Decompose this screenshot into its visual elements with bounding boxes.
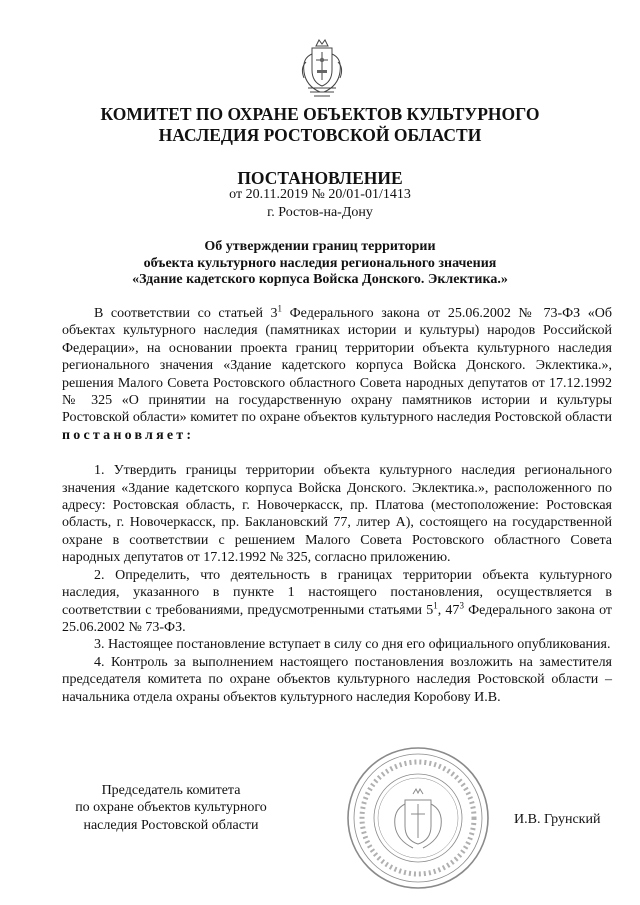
item-3: 3. Настоящее постановление вступает в силу со дня его официального опубликования. [94, 637, 611, 653]
official-seal-icon [333, 740, 503, 895]
subject-line2: объекта культурного наследия регионального значения [143, 255, 497, 271]
signatory-name: И.В. Грунский [514, 812, 601, 827]
document-body [62, 305, 612, 706]
subject-line3: «Здание кадетского корпуса Войска Донского. Эклектика.» [132, 272, 508, 287]
subject-line1: Об утверждении границ территории [204, 239, 436, 254]
resolves-word: постановляет: [62, 427, 195, 443]
document-place: г. Ростов-на-Дону [267, 205, 373, 220]
committee-name-line1: КОМИТЕТ ПО ОХРАНЕ ОБЪЕКТОВ КУЛЬТУРНОГО [100, 104, 540, 124]
coat-of-arms-icon [296, 36, 348, 100]
preamble-paragraph: В соответствии со статьей $3^1$ Федерального закона от 25.06.2002 № 73-ФЗ «Об объектах культурного наследия (памятниках истории и культуры) народов Российской Федерации», на основании проекта границ территории объекта культурного наследия регионального значения «Здание кадетского корпуса Войска Донского. Эклектика.», решения Малого Совета Ростовского областного Совета народных депутатов от 17.12.1992 № 325 «О принятии на государственную охрану памятников истории и культуры Ростовской области» комитет по охране объектов культурного наследия Ростовской области постановляет: [62, 303, 612, 443]
document-title: ПОСТАНОВЛЕНИЕ [237, 168, 403, 188]
item-4: 4. Контроль за выполнением настоящего постановления возложить на заместителя председателя комитета по охране объектов культурного наследия Ростовской области – начальника отдела охраны объектов культурного наследия Коробову И.В. [62, 654, 612, 705]
document-date-number: от 20.11.2019 № 20/01-01/1413 [229, 187, 411, 202]
committee-name-line2: НАСЛЕДИЯ РОСТОВСКОЙ ОБЛАСТИ [158, 125, 482, 145]
signatory-position: Председатель комитета по охране объектов культурного наследия Ростовской области [75, 783, 267, 833]
item-1: 1. Утвердить границы территории объекта культурного наследия регионального значения «Здание кадетского корпуса Войска Донского. Эклектика.», расположенного по адресу: Ростовская область, г. Новочеркасск, пр. Платова (местоположение: Ростовская область, г. Новочеркасск, пр. Баклановский 77, литер А), состоящего на государственной охране в соответствии с решением Малого Совета Ростовского областного Совета народных депутатов от 17.12.1992 № 325, согласно приложению. [62, 463, 612, 566]
item-2: 2. Определить, что деятельность в границах территории объекта культурного наследия, указанного в пункте 1 настоящего постановления, осуществляется в соответствии с требованиями, предусмотренными статьями $5^1$, $47^3$ Федерального закона от 25.06.2002 № 73-ФЗ. [62, 567, 613, 635]
